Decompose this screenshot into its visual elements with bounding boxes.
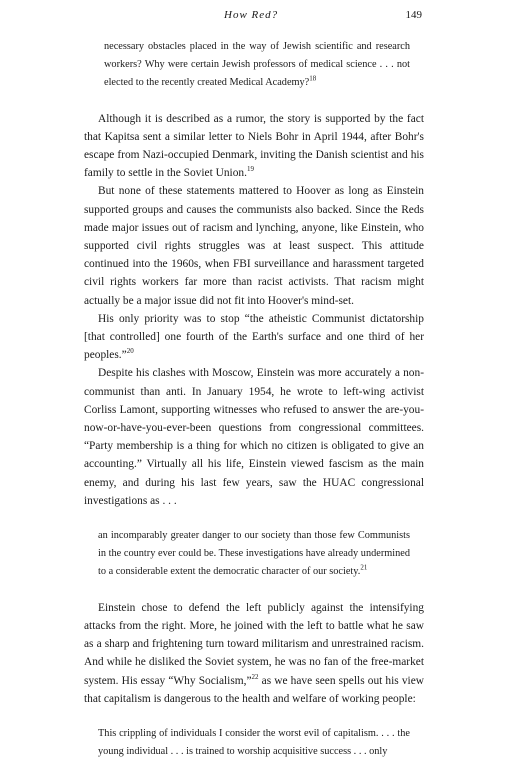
footnote-ref: 20 (126, 347, 134, 356)
page-body (84, 38, 424, 761)
running-header (84, 9, 422, 27)
running-title: How Red? (224, 9, 279, 21)
footnote-ref: 18 (309, 74, 317, 83)
paragraph: His only priority was to stop “the atheistic Communist dictatorship [that controlled] one fourth of the Earth's surface and one third of her peoples.”$^{20}$ (84, 312, 424, 362)
paragraph: But none of these statements mattered to Hoover as long as Einstein supported groups and causes the communists also backed. Since the Reds made major issues out of racism and lynching, anyone, like Einstein, who supported civil rights struggles was at least suspect. This attitude continued into the 1960s, when FBI surveillance and harassment targeted civil rights workers far more than racist activists. That racism might actually be a major issue did not fit into Hoover's mind-set. (84, 185, 424, 307)
block-quote-middle: an incomparably greater danger to our society than those few Communists in the country ever could be. These investigations have already undermined to a considerable extent the democratic character of our society.$^{21}$ (98, 530, 410, 578)
paragraph: Einstein chose to defend the left publicly against the intensifying attacks from the right. More, he joined with the left to battle what he saw as a sharp and frightening turn toward militarism and unrestrained racism. And while he disliked the Soviet system, he was no fan of the free-market system. His essay “Why Socialism,”$^{22}$ as we have seen spells out his view that capitalism is dangerous to the health and welfare of working people: (84, 601, 424, 705)
footnote-ref: 21 (360, 564, 368, 573)
paragraph: Despite his clashes with Moscow, Einstein was more accurately a non-communist than anti. In January 1954, he wrote to left-wing activist Corliss Lamont, supporting witnesses who refused to answer the are-you-now-or-have-you-ever-been questions from congressional committees. “Party membership is a thing for which no citizen is obligated to give an accounting.” Virtually all his life, Einstein viewed fascism as the main enemy, and during his last few years, saw the HUAC congressional investigations as . . . (84, 367, 424, 507)
block-quote-bottom: This crippling of individuals I consider the worst evil of capitalism. . . . the young individual . . . is trained to worship acquisitive success . . . only (98, 727, 410, 758)
paragraph: Although it is described as a rumor, the story is supported by the fact that Kapitsa sent a similar letter to Niels Bohr in April 1944, after Bohr's escape from Nazi-occupied Denmark, inviting the Danish scientist and his family to settle in the Soviet Union.$^{19}$ (84, 112, 424, 180)
footnote-ref: 22 (251, 672, 259, 681)
block-quote-top: necessary obstacles placed in the way of Jewish scientific and research workers? Why were certain Jewish professors of medical science . . . not elected to the recently created Medical Academy?$^{18}$ (104, 41, 410, 89)
page-number: 149 (405, 9, 422, 21)
footnote-ref: 19 (246, 165, 254, 174)
